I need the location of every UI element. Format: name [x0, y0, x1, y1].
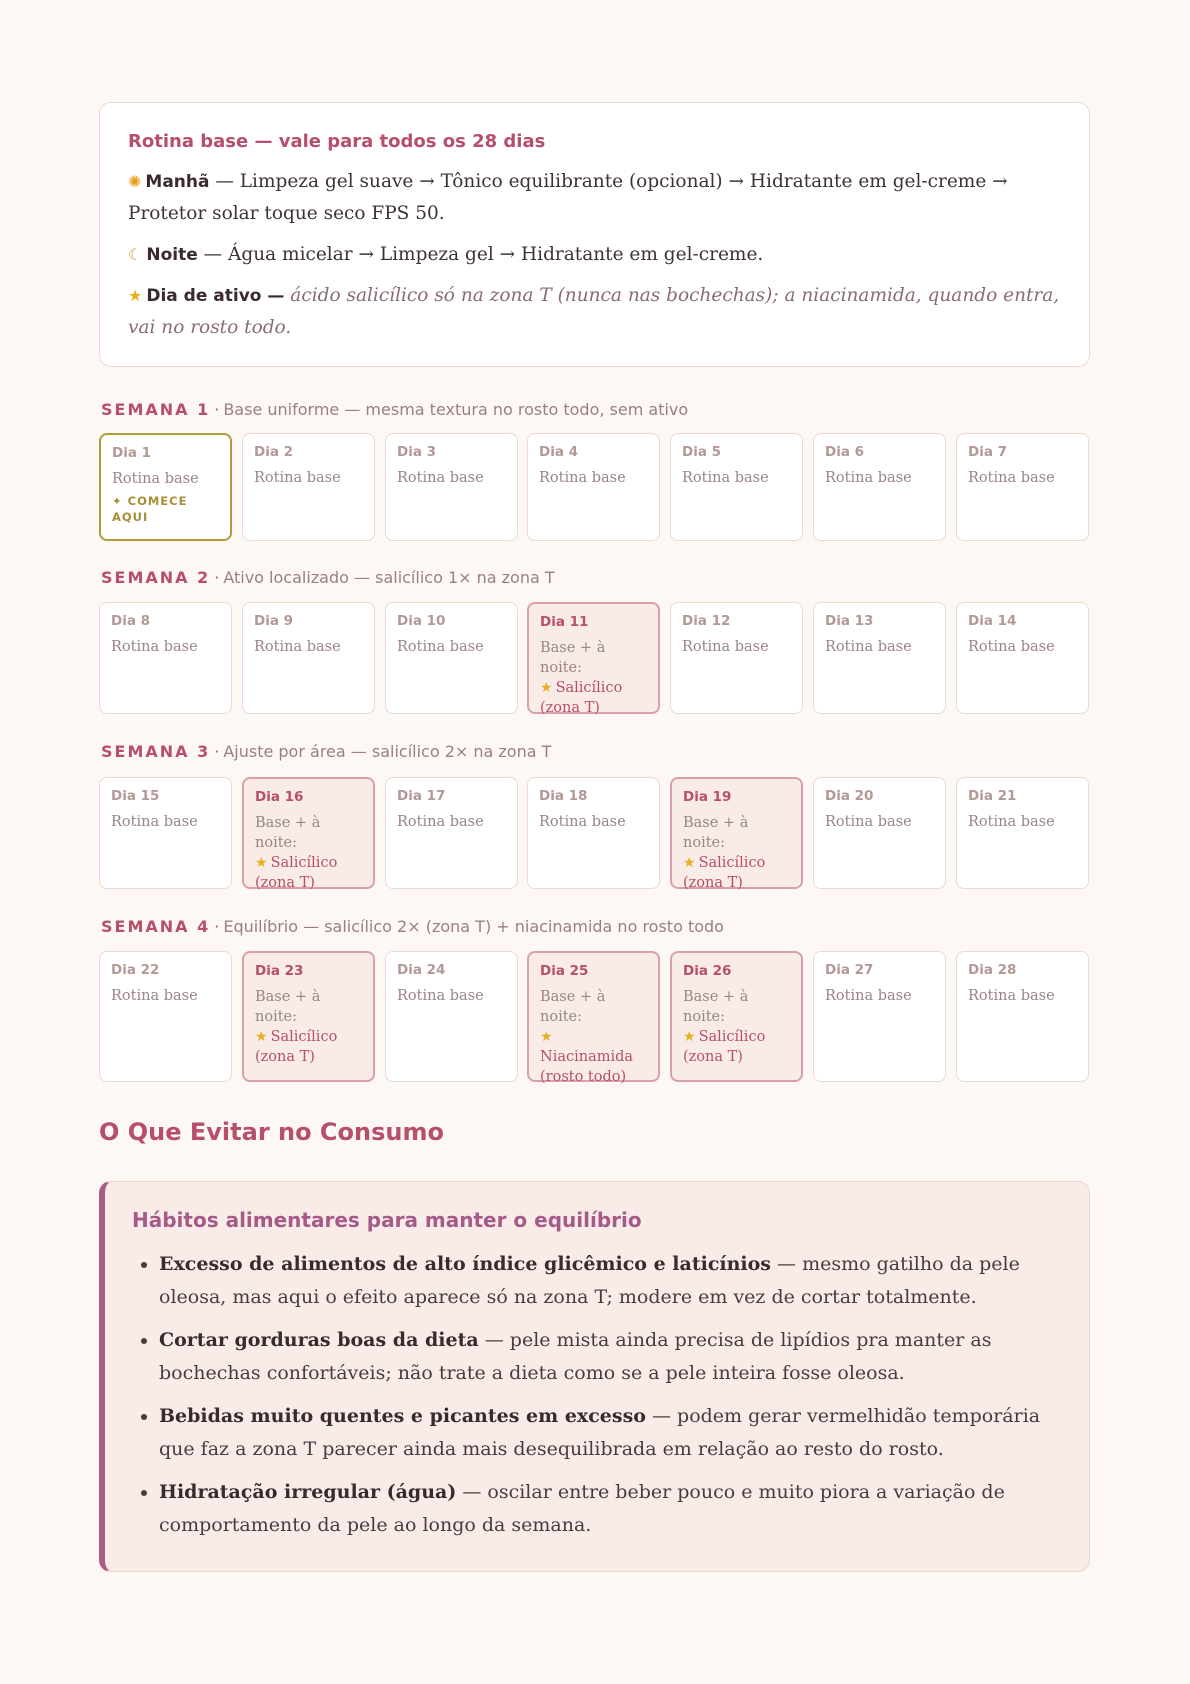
day-name: Dia 8	[111, 613, 151, 629]
day-name: Dia 28	[968, 962, 1017, 978]
day-active-treatment	[255, 853, 363, 893]
active-ingredient: Salicílico	[270, 855, 338, 871]
day-name: Dia 12	[682, 613, 731, 629]
day-text: Rotina base	[825, 639, 912, 655]
week-subtitle: Base uniforme — mesma textura no rosto todo, sem ativo	[223, 400, 689, 419]
week-header	[101, 568, 555, 592]
habit-item-text: — mesmo gatilho da pele oleosa, mas aqui o efeito aparece só na zona T; modere em vez de cortar totalmente.	[159, 1253, 1020, 1308]
week-days-row	[99, 951, 1090, 1085]
moon-icon: ☾	[128, 245, 143, 264]
day-text: Rotina base	[112, 471, 199, 487]
star-icon: ★	[128, 286, 143, 305]
active-ingredient: Salicílico	[698, 855, 766, 871]
day-name: Dia 14	[968, 613, 1017, 629]
separator-dot: ·	[214, 568, 220, 587]
day-name: Dia 22	[111, 962, 160, 978]
week-label: SEMANA 2	[101, 568, 211, 587]
day-text: Rotina base	[825, 470, 912, 486]
day-text: Rotina base	[825, 988, 912, 1004]
day-text: Rotina base	[397, 988, 484, 1004]
day-card	[670, 433, 803, 541]
week-header	[101, 917, 724, 941]
day-name: Dia 15	[111, 788, 160, 804]
day-card-active	[527, 951, 660, 1085]
day-text: Rotina base	[682, 470, 769, 486]
morning-routine	[128, 166, 1061, 230]
day-text: Base + à noite:	[540, 640, 606, 676]
week-label: SEMANA 1	[101, 400, 211, 419]
week-subtitle: Ajuste por área — salicílico 2× na zona T	[223, 742, 552, 761]
day-card-active	[670, 777, 803, 889]
day-name: Dia 10	[397, 613, 446, 629]
active-area: (zona T)	[255, 1049, 315, 1065]
active-area: (zona T)	[683, 875, 743, 891]
active-area: (zona T)	[540, 700, 600, 716]
day-card	[99, 602, 232, 714]
day-text: Rotina base	[539, 814, 626, 830]
separator-dot: ·	[214, 917, 220, 936]
week-header	[101, 742, 551, 766]
day-text: Base + à noite:	[683, 815, 749, 851]
active-day-rule	[128, 280, 1061, 344]
week-days-row	[99, 433, 1090, 541]
day-name: Dia 26	[683, 963, 732, 979]
day-card	[956, 433, 1089, 541]
habit-item-text: — pele mista ainda precisa de lipídios pra manter as bochechas confortáveis; não trate a dieta como se a pele inteira fosse oleosa.	[159, 1329, 992, 1384]
star-icon: ★	[683, 855, 696, 871]
day-card	[99, 433, 232, 541]
day-name: Dia 1	[112, 445, 152, 461]
day-card	[956, 602, 1089, 714]
active-label: Dia de ativo —	[146, 286, 285, 306]
day-card	[385, 602, 518, 714]
night-text: — Água micelar → Limpeza gel → Hidratante em gel-creme.	[203, 244, 764, 265]
base-routine-card	[99, 102, 1090, 367]
avoid-section-title: O Que Evitar no Consumo	[99, 1118, 444, 1146]
habit-item-bold: Excesso de alimentos de alto índice glicêmico e laticínios	[159, 1253, 772, 1275]
habit-item-bold: Hidratação irregular (água)	[159, 1481, 457, 1503]
day-text: Rotina base	[254, 639, 341, 655]
star-icon: ★	[255, 855, 268, 871]
day-text: Rotina base	[539, 470, 626, 486]
morning-label: Manhã	[145, 172, 210, 192]
day-card-active	[527, 602, 660, 714]
day-card	[99, 951, 232, 1082]
active-ingredient: Salicílico	[555, 680, 623, 696]
day-text: Rotina base	[397, 814, 484, 830]
morning-text: — Limpeza gel suave → Tônico equilibrante (opcional) → Hidratante em gel-creme → Protetor solar toque seco FPS 50.	[128, 171, 1008, 224]
separator-dot: ·	[214, 742, 220, 761]
day-card-active	[670, 951, 803, 1082]
habits-list	[132, 1248, 1061, 1542]
day-text: Rotina base	[111, 988, 198, 1004]
habit-item-text: — podem gerar vermelhidão temporária que faz a zona T parecer ainda mais desequilibrada em relação ao resto do rosto.	[159, 1405, 1041, 1460]
day-text: Rotina base	[397, 639, 484, 655]
day-name: Dia 3	[397, 444, 437, 460]
day-name: Dia 6	[825, 444, 865, 460]
day-card	[813, 777, 946, 889]
habit-item	[159, 1400, 1061, 1466]
day-text: Rotina base	[397, 470, 484, 486]
day-text: Rotina base	[111, 639, 198, 655]
week-label: SEMANA 4	[101, 917, 211, 936]
active-ingredient: Salicílico	[270, 1029, 338, 1045]
day-card	[242, 433, 375, 541]
day-name: Dia 2	[254, 444, 294, 460]
day-name: Dia 17	[397, 788, 446, 804]
active-area: (zona T)	[255, 875, 315, 891]
day-text: Rotina base	[254, 470, 341, 486]
habit-item	[159, 1476, 1061, 1542]
week-days-row	[99, 777, 1090, 889]
active-area: (zona T)	[683, 1049, 743, 1065]
habit-item-text: — oscilar entre beber pouco e muito piora a variação de comportamento da pele ao longo da semana.	[159, 1481, 1005, 1536]
day-card	[813, 602, 946, 714]
day-card	[670, 602, 803, 714]
day-name: Dia 25	[540, 963, 589, 979]
week-label: SEMANA 3	[101, 742, 211, 761]
day-card	[385, 951, 518, 1082]
star-icon: ★	[255, 1029, 268, 1045]
night-label: Noite	[146, 245, 198, 265]
day-card	[813, 433, 946, 541]
day-card	[527, 777, 660, 889]
separator-dot: ·	[214, 400, 220, 419]
day-active-treatment	[683, 853, 791, 893]
day-text: Rotina base	[111, 814, 198, 830]
day-card	[813, 951, 946, 1082]
day-name: Dia 24	[397, 962, 446, 978]
day-card	[385, 433, 518, 541]
habits-box	[99, 1181, 1090, 1572]
day-name: Dia 11	[540, 614, 589, 630]
day-text: Rotina base	[968, 639, 1055, 655]
day-active-treatment	[255, 1027, 363, 1067]
night-routine	[128, 239, 1061, 271]
week-subtitle: Ativo localizado — salicílico 1× na zona T	[223, 568, 555, 587]
habit-item	[159, 1248, 1061, 1314]
star-icon: ★	[540, 1029, 553, 1045]
day-active-treatment	[540, 1027, 648, 1087]
day-name: Dia 21	[968, 788, 1017, 804]
week-days-row	[99, 602, 1090, 714]
habits-box-title: Hábitos alimentares para manter o equilíbrio	[132, 1208, 642, 1232]
day-text: Base + à noite:	[683, 989, 749, 1025]
day-card	[385, 777, 518, 889]
day-name: Dia 9	[254, 613, 294, 629]
star-icon: ★	[540, 680, 553, 696]
day-name: Dia 5	[682, 444, 722, 460]
star-icon: ★	[683, 1029, 696, 1045]
day-card-active	[242, 777, 375, 889]
day-text: Base + à noite:	[540, 989, 606, 1025]
day-text: Base + à noite:	[255, 815, 321, 851]
day-active-treatment	[683, 1027, 791, 1067]
day-text: Rotina base	[825, 814, 912, 830]
active-ingredient: Salicílico	[698, 1029, 766, 1045]
day-card-active	[242, 951, 375, 1082]
day-text: Rotina base	[968, 470, 1055, 486]
day-name: Dia 18	[539, 788, 588, 804]
start-here-badge: ✦ COMECE AQUI	[112, 494, 188, 524]
day-name: Dia 16	[255, 789, 304, 805]
active-area: Niacinamida (rosto todo)	[540, 1049, 634, 1085]
day-name: Dia 4	[539, 444, 579, 460]
day-text: Rotina base	[968, 814, 1055, 830]
day-name: Dia 19	[683, 789, 732, 805]
day-card	[242, 602, 375, 714]
day-name: Dia 20	[825, 788, 874, 804]
habit-item	[159, 1324, 1061, 1390]
day-text: Base + à noite:	[255, 989, 321, 1025]
day-card	[956, 777, 1089, 889]
day-active-treatment	[540, 678, 648, 718]
base-routine-title: Rotina base — vale para todos os 28 dias	[128, 131, 546, 152]
week-header	[101, 400, 688, 424]
day-name: Dia 27	[825, 962, 874, 978]
habit-item-bold: Cortar gorduras boas da dieta	[159, 1329, 479, 1351]
day-card	[99, 777, 232, 889]
day-name: Dia 23	[255, 963, 304, 979]
week-subtitle: Equilíbrio — salicílico 2× (zona T) + niacinamida no rosto todo	[223, 917, 724, 936]
day-name: Dia 7	[968, 444, 1008, 460]
day-card	[956, 951, 1089, 1082]
day-text: Rotina base	[682, 639, 769, 655]
active-text: ácido salicílico só na zona T (nunca nas bochechas); a niacinamida, quando entra, vai no rosto todo.	[128, 285, 1060, 338]
day-name: Dia 13	[825, 613, 874, 629]
day-text: Rotina base	[968, 988, 1055, 1004]
day-card	[527, 433, 660, 541]
sun-icon: ✺	[128, 172, 142, 191]
habit-item-bold: Bebidas muito quentes e picantes em excesso	[159, 1405, 646, 1427]
